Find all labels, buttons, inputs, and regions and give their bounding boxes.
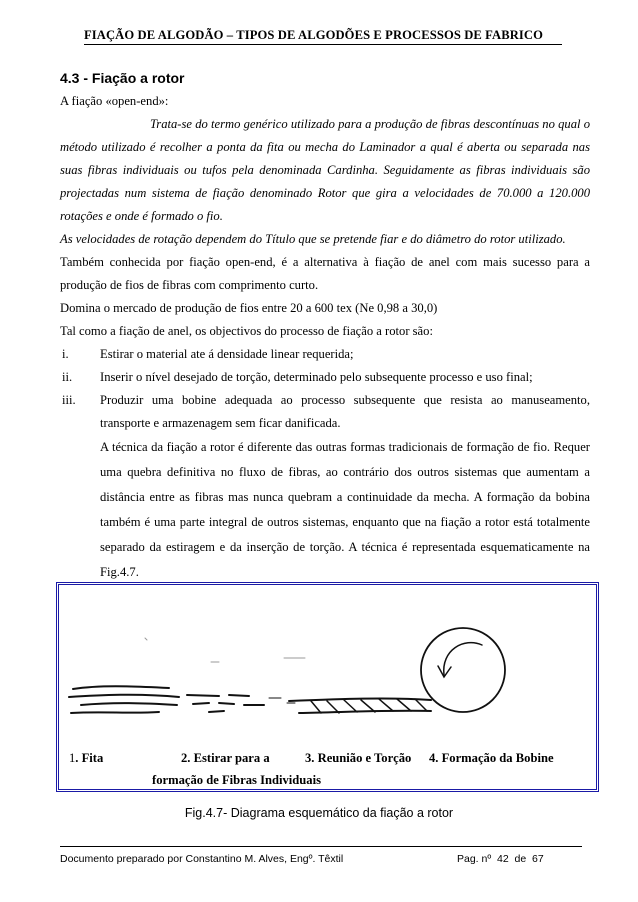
objective-item (60, 366, 590, 389)
objective-item (60, 343, 590, 366)
twist-mark (415, 699, 427, 711)
yarn-strand (289, 698, 431, 701)
objective-number: ii. (62, 370, 73, 384)
sliver-strand (81, 703, 177, 705)
figure-label-1 (69, 751, 103, 766)
objective-number: iii. (62, 393, 76, 407)
twist-mark (311, 701, 321, 713)
sliver-strand (69, 695, 179, 697)
market-paragraph: Domina o mercado de produção de fios entre 20 a 600 tex (Ne 0,98 a 30,0) (60, 301, 438, 315)
sliver-strand (73, 686, 169, 689)
main-content (60, 70, 590, 585)
footer-divider (60, 846, 582, 847)
objective-text: Estirar o material ate á densidade linear requerida; (100, 347, 354, 361)
fibre-line (209, 711, 224, 712)
footer-author: Documento preparado por Constantino M. Alves, Engº. Têxtil (60, 853, 344, 865)
figure-frame (56, 582, 599, 792)
figure-caption: Fig.4.7- Diagrama esquemático da fiação a rotor (184, 806, 454, 820)
rotor-circle (421, 628, 505, 712)
objective-number: i. (62, 347, 69, 361)
section-title: 4.3 - Fiação a rotor (60, 70, 185, 86)
objectives-intro: Tal como a fiação de anel, os objectivos do processo de fiação a rotor são: (60, 324, 433, 338)
objective-text: Inserir o nível desejado de torção, determinado pelo subsequente processo e uso final; (100, 370, 533, 384)
twist-mark (397, 699, 411, 711)
sliver-strand (71, 712, 159, 713)
figure-label-3: 3. Reunião e Torção (305, 751, 412, 765)
page-header: FIAÇÃO DE ALGODÃO – TIPOS DE ALGODÕES E PROCESSOS DE FABRICO (84, 28, 562, 45)
twist-mark (379, 699, 393, 711)
figure-label-1-text: . Fita (75, 751, 104, 765)
figure-label-1-number: 1 (69, 751, 76, 765)
alternative-paragraph: Também conhecida por fiação open-end, é a alternativa à fiação de anel com mais sucesso para a produção de fios de fibras com comprimento curto. (60, 255, 590, 292)
fibre-line (187, 695, 219, 696)
definition-paragraph: Trata-se do termo genérico utilizado para a produção de fibras descontínuas no qual o método utilizado é recolher a ponta da fita ou mecha do Laminador a qual é aberta ou separada nas suas fibras individuais ou tufos pela denominada Cardinha. Seguidamente as fibras individuais são projectadas num sistema de fiação denominado Rotor que gira a velocidades de 70.000 a 120.000 rotações e onde é formado o fio. (60, 117, 590, 223)
speeds-paragraph: As velocidades de rotação dependem do Título que se pretende fiar e do diâmetro do rotor utilizado. (60, 232, 566, 246)
technique-paragraph: A técnica da fiação a rotor é diferente das outras formas tradicionais de formação de fio. Requer uma quebra definitiva no fluxo de fibras, ao contrário dos outros sistemas que aumentam a distância entre as fibras mas nunca quebram a continuidade da mecha. A formação da bobina também é uma parte integral de outros sistemas, enquanto que na fiação a rotor está totalmente separado da estiragem e da inserção de torção. A técnica é representada esquematicamente na Fig.4.7. (100, 440, 590, 579)
twist-mark (344, 700, 357, 712)
twist-mark (361, 700, 375, 712)
intro-text: A fiação «open-end»: (60, 94, 169, 108)
fibre-line (193, 703, 209, 704)
figure-label-4: 4. Formação da Bobine (429, 751, 554, 765)
figure-label-2b: formação de Fibras Individuais (152, 773, 321, 787)
fibre-line (229, 695, 249, 696)
fibre-line (219, 703, 234, 704)
footer-page-number: Pag. nº 42 de 67 (457, 853, 544, 865)
objective-item (60, 389, 590, 435)
figure-label-2: 2. Estirar para a (181, 751, 270, 765)
objective-text: Produzir uma bobine adequada ao processo subsequente que resista ao manuseamento, transporte e armazenagem sem ficar danificada. (100, 393, 590, 430)
